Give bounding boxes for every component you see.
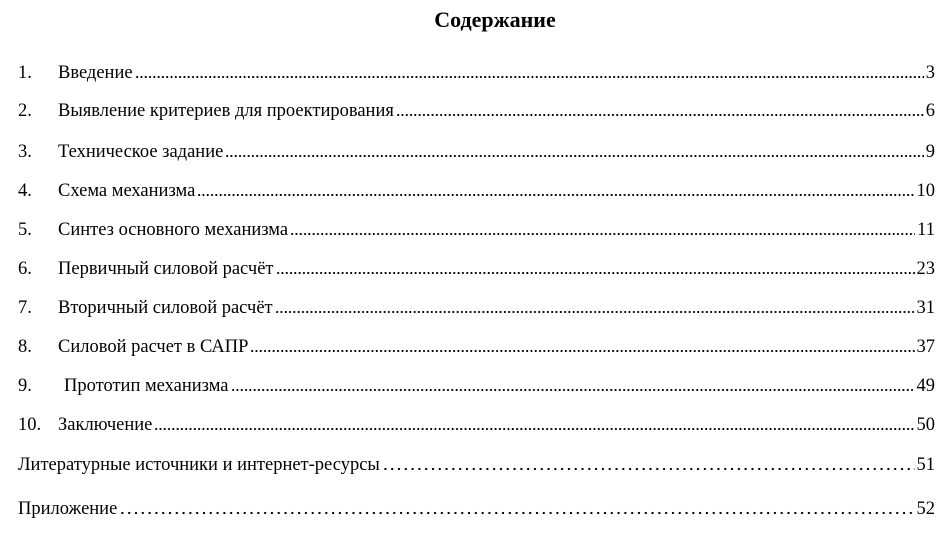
toc-dot-leader	[231, 387, 915, 393]
toc-entry-number: 2.	[18, 101, 32, 121]
toc-entry	[18, 413, 935, 437]
toc-dot-leader	[250, 348, 914, 354]
toc-appendix-entry	[18, 453, 935, 477]
toc-entry-page: 11	[917, 220, 935, 240]
toc-entry	[18, 335, 935, 359]
toc-entry-label: Заключение	[58, 415, 153, 435]
toc-entry-label: Техническое задание	[58, 142, 224, 162]
toc-dot-leader	[276, 270, 915, 276]
toc-entry-page: 3	[925, 63, 935, 83]
toc-entry-page: 50	[916, 415, 935, 435]
toc-entry-page: 6	[925, 101, 935, 121]
toc-entry-label: Вторичный силовой расчёт	[58, 298, 273, 318]
toc-entry-number: 3.	[18, 142, 32, 162]
toc-entry-label: Литературные источники и интернет-ресурсы	[18, 455, 380, 475]
toc-entry	[18, 374, 935, 398]
toc-title: Содержание	[434, 7, 556, 32]
toc-entry-page: 52	[916, 499, 935, 519]
toc-dot-leader	[225, 153, 923, 159]
toc-entry	[18, 140, 935, 164]
toc-entry-page: 49	[916, 376, 935, 396]
toc-entry-number: 5.	[18, 220, 32, 240]
toc-dot-leader	[396, 112, 924, 118]
toc-dot-leader	[135, 74, 924, 80]
toc-entry	[18, 257, 935, 281]
toc-entry-number: 8.	[18, 337, 32, 357]
toc-appendix-entry	[18, 497, 935, 521]
toc-dot-leader	[197, 192, 914, 198]
toc-entry-number: 10.	[18, 415, 42, 435]
toc-entry-label: Прототип механизма	[64, 376, 229, 396]
toc-entry-label: Схема механизма	[58, 181, 196, 201]
toc-dot-leader	[275, 309, 915, 315]
toc-entry-number: 4.	[18, 181, 32, 201]
toc-dot-leader	[154, 426, 914, 432]
toc-dot-leader	[382, 466, 915, 472]
toc-entry	[18, 296, 935, 320]
toc-entry	[18, 61, 935, 85]
toc-dot-leader	[290, 231, 915, 237]
toc-entry-page: 9	[925, 142, 935, 162]
toc-entry-label: Выявление критериев для проектирования	[58, 101, 394, 121]
toc-entry-number: 9.	[18, 376, 32, 396]
toc-entry-label: Введение	[58, 63, 133, 83]
toc-entry-number: 6.	[18, 259, 32, 279]
toc-entry	[18, 99, 935, 123]
toc-entry-page: 51	[916, 455, 935, 475]
toc-entry-page: 31	[916, 298, 935, 318]
toc-entry-page: 10	[916, 181, 935, 201]
toc-entry-number: 1.	[18, 63, 32, 83]
toc-entry-page: 23	[916, 259, 935, 279]
toc-entry-label: Первичный силовой расчёт	[58, 259, 274, 279]
toc-entry-label: Силовой расчет в САПР	[58, 337, 249, 357]
toc-entry	[18, 179, 935, 203]
toc-entry-page: 37	[916, 337, 935, 357]
toc-entry-label: Приложение	[18, 499, 118, 519]
toc-entry-label: Синтез основного механизма	[58, 220, 289, 240]
toc-dot-leader	[119, 510, 914, 516]
toc-entry-number: 7.	[18, 298, 32, 318]
toc-entry	[18, 218, 935, 242]
